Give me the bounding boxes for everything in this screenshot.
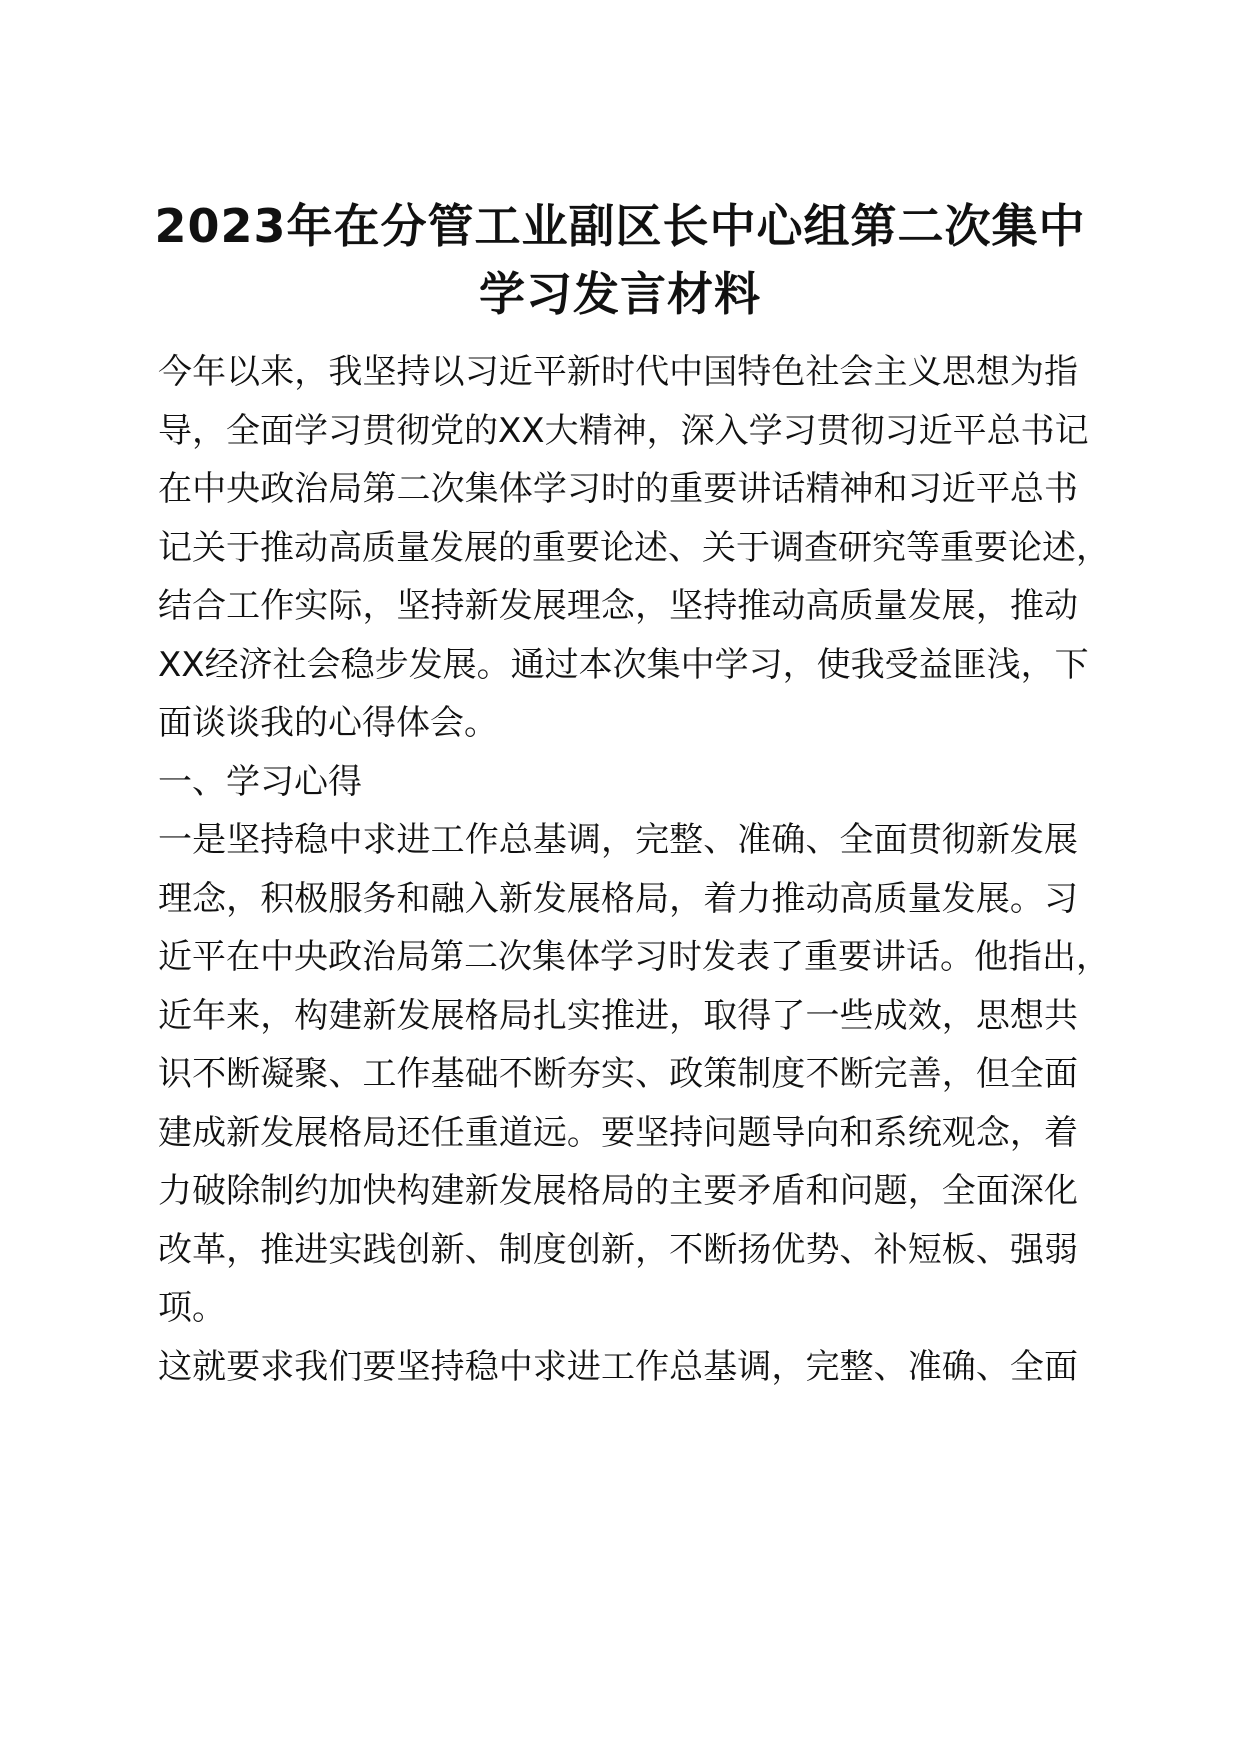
body-text-line: 今年以来，我坚持以习近平新时代中国特色社会主义思想为指 <box>158 352 1078 392</box>
document-title-line-1: 2023年在分管工业副区长中心组第二次集中 <box>154 199 1086 253</box>
body-text-line: 面谈谈我的心得体会。 <box>158 703 498 743</box>
document-title-line-2: 学习发言材料 <box>479 267 761 321</box>
body-text-line: 导，全面学习贯彻党的XX大精神，深入学习贯彻习近平总书记 <box>158 411 1089 451</box>
body-text-line: 理念，积极服务和融入新发展格局，着力推动高质量发展。习 <box>158 879 1078 919</box>
body-text-line: 近年来，构建新发展格局扎实推进，取得了一些成效，思想共 <box>158 996 1078 1036</box>
body-text-line: 近平在中央政治局第二次集体学习时发表了重要讲话。他指出， <box>158 937 1110 977</box>
body-text-line: 在中央政治局第二次集体学习时的重要讲话精神和习近平总书 <box>158 469 1078 509</box>
body-text-line: XX经济社会稳步发展。通过本次集中学习，使我受益匪浅，下 <box>158 645 1089 685</box>
body-text-line: 改革，推进实践创新、制度创新，不断扬优势、补短板、强弱 <box>158 1230 1078 1270</box>
body-text-line: 记关于推动高质量发展的重要论述、关于调查研究等重要论述， <box>158 528 1110 568</box>
body-text-line: 项。 <box>158 1288 226 1328</box>
body-text-line: 这就要求我们要坚持稳中求进工作总基调，完整、准确、全面 <box>158 1347 1078 1387</box>
body-text-line: 力破除制约加快构建新发展格局的主要矛盾和问题，全面深化 <box>158 1171 1078 1211</box>
body-text-line: 一是坚持稳中求进工作总基调，完整、准确、全面贯彻新发展 <box>158 820 1078 860</box>
body-text-line: 结合工作实际，坚持新发展理念，坚持推动高质量发展，推动 <box>158 586 1078 626</box>
section-heading: 一、学习心得 <box>158 762 362 802</box>
body-text-line: 识不断凝聚、工作基础不断夯实、政策制度不断完善，但全面 <box>158 1054 1078 1094</box>
body-text-line: 建成新发展格局还任重道远。要坚持问题导向和系统观念，着 <box>158 1113 1078 1153</box>
